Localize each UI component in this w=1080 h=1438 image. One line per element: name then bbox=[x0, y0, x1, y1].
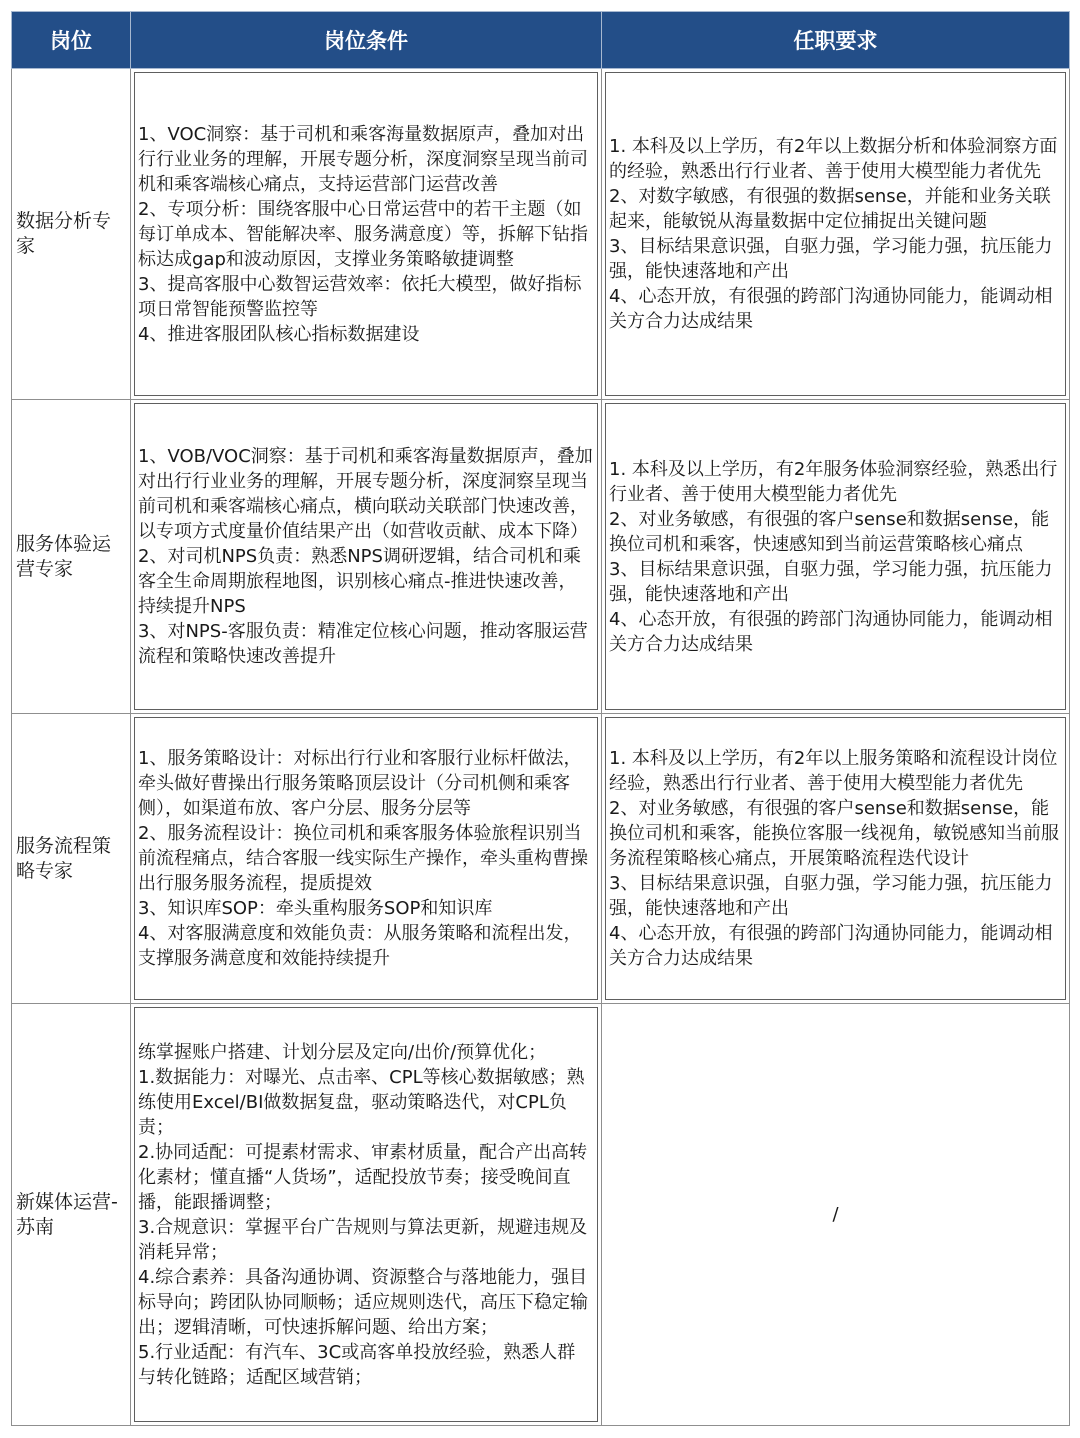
requirement-item: 1. 本科及以上学历，有2年服务体验洞察经验，熟悉出行行业者、善于使用大模型能力者优先 bbox=[609, 458, 1058, 505]
condition-item: 2.协同适配：可提素材需求、审素材质量，配合产出高转化素材；懂直播“人货场”，适配投放节奏；接受晚间直播，能跟播调整； bbox=[138, 1141, 588, 1213]
conditions-box bbox=[134, 72, 598, 396]
requirements-cell bbox=[602, 69, 1070, 400]
requirements-cell-empty: / bbox=[602, 1004, 1070, 1426]
conditions-box bbox=[134, 717, 598, 1000]
conditions-cell bbox=[131, 1004, 602, 1426]
header-row bbox=[12, 12, 1070, 69]
requirement-item: 1. 本科及以上学历，有2年以上服务策略和流程设计岗位经验，熟悉出行行业者、善于使用大模型能力者优先 bbox=[609, 748, 1058, 794]
requirement-item: 3、目标结果意识强，自驱力强，学习能力强，抗压能力强，能快速落地和产出 bbox=[609, 873, 1053, 919]
condition-item: 3.合规意识：掌握平台广告规则与算法更新，规避违规及消耗异常； bbox=[138, 1216, 588, 1263]
condition-item: 4.综合素养：具备沟通协调、资源整合与落地能力，强目标导向；跨团队协同顺畅；适应规则迭代，高压下稳定输出；逻辑清晰，可快速拆解问题、给出方案； bbox=[138, 1266, 588, 1338]
condition-item: 2、专项分析：围绕客服中心日常运营中的若干主题（如每订单成本、智能解决率、服务满意度）等，拆解下钻指标达成gap和波动原因，支撑业务策略敏捷调整 bbox=[138, 198, 588, 270]
requirements-cell bbox=[602, 714, 1070, 1004]
requirement-item: 2、对数字敏感，有很强的数据sense，并能和业务关联起来，能敏锐从海量数据中定位捕捉出关键问题 bbox=[609, 186, 1051, 232]
conditions-cell bbox=[131, 69, 602, 400]
requirement-item: 3、目标结果意识强，自驱力强，学习能力强，抗压能力强，能快速落地和产出 bbox=[609, 236, 1053, 282]
condition-item: 1、VOB/VOC洞察：基于司机和乘客海量数据原声，叠加对出行行业业务的理解，开展专题分析，深度洞察呈现当前司机和乘客端核心痛点，横向联动关联部门快速改善，以专项方式度量价值结果产出（如营收贡献、成本下降） bbox=[138, 446, 593, 542]
condition-item: 5.行业适配：有汽车、3C或高客单投放经验，熟悉人群与转化链路；适配区域营销； bbox=[138, 1341, 576, 1388]
table-row bbox=[12, 1004, 1070, 1426]
role-cell: 新媒体运营-苏南 bbox=[12, 1004, 131, 1426]
table-row bbox=[12, 69, 1070, 400]
requirement-item: 4、心态开放，有很强的跨部门沟通协同能力，能调动相关方合力达成结果 bbox=[609, 923, 1053, 969]
condition-item: 4、对客服满意度和效能负责：从服务策略和流程出发，支撑服务满意度和效能持续提升 bbox=[138, 923, 582, 969]
requirement-item: 2、对业务敏感，有很强的客户sense和数据sense，能换位司机和乘客，快速感知到当前运营策略核心痛点 bbox=[609, 508, 1050, 555]
table-row bbox=[12, 400, 1070, 714]
job-table bbox=[11, 11, 1070, 1426]
condition-item: 2、服务流程设计：换位司机和乘客服务体验旅程识别当前流程痛点，结合客服一线实际生产操作，牵头重构曹操出行服务服务流程，提质提效 bbox=[138, 823, 588, 894]
condition-item: 3、提高客服中心数智运营效率：依托大模型，做好指标项日常智能预警监控等 bbox=[138, 273, 582, 320]
condition-item: 4、推进客服团队核心指标数据建设 bbox=[138, 323, 420, 345]
condition-item: 2、对司机NPS负责：熟悉NPS调研逻辑，结合司机和乘客全生命周期旅程地图，识别核心痛点-推进快速改善，持续提升NPS bbox=[138, 546, 581, 617]
requirements-box bbox=[605, 72, 1066, 396]
condition-item: 练掌握账户搭建、计划分层及定向/出价/预算优化； bbox=[138, 1041, 547, 1063]
table-row bbox=[12, 714, 1070, 1004]
requirements-cell bbox=[602, 400, 1070, 714]
requirements-box bbox=[605, 403, 1066, 710]
requirement-item: 2、对业务敏感，有很强的客户sense和数据sense，能换位司机和乘客，能换位客服一线视角，敏锐感知当前服务流程策略核心痛点，开展策略流程迭代设计 bbox=[609, 798, 1059, 869]
condition-item: 3、知识库SOP：牵头重构服务SOP和知识库 bbox=[138, 898, 493, 919]
condition-item: 1.数据能力：对曝光、点击率、CPL等核心数据敏感；熟练使用Excel/BI做数据复盘，驱动策略迭代，对CPL负责； bbox=[138, 1066, 585, 1138]
role-cell: 服务体验运营专家 bbox=[12, 400, 131, 714]
conditions-box bbox=[134, 1007, 598, 1422]
header-conditions: 岗位条件 bbox=[131, 12, 602, 69]
requirement-item: 4、心态开放，有很强的跨部门沟通协同能力，能调动相关方合力达成结果 bbox=[609, 286, 1053, 332]
role-cell: 数据分析专家 bbox=[12, 69, 131, 400]
role-cell: 服务流程策略专家 bbox=[12, 714, 131, 1004]
condition-item: 3、对NPS-客服负责：精准定位核心问题，推动客服运营流程和策略快速改善提升 bbox=[138, 621, 588, 667]
header-requirements: 任职要求 bbox=[602, 12, 1070, 69]
requirement-item: 1. 本科及以上学历，有2年以上数据分析和体验洞察方面的经验，熟悉出行行业者、善于使用大模型能力者优先 bbox=[609, 136, 1058, 182]
requirements-box bbox=[605, 717, 1066, 1000]
condition-item: 1、VOC洞察：基于司机和乘客海量数据原声，叠加对出行行业业务的理解，开展专题分析，深度洞察呈现当前司机和乘客端核心痛点，支持运营部门运营改善 bbox=[138, 123, 588, 195]
conditions-box bbox=[134, 403, 598, 710]
requirement-item: 3、目标结果意识强，自驱力强，学习能力强，抗压能力强，能快速落地和产出 bbox=[609, 558, 1053, 605]
condition-item: 1、服务策略设计：对标出行行业和客服行业标杆做法，牵头做好曹操出行服务策略顶层设计（分司机侧和乘客侧），如渠道布放、客户分层、服务分层等 bbox=[138, 748, 582, 819]
conditions-cell bbox=[131, 714, 602, 1004]
requirement-item: 4、心态开放，有很强的跨部门沟通协同能力，能调动相关方合力达成结果 bbox=[609, 608, 1053, 655]
conditions-cell bbox=[131, 400, 602, 714]
header-position: 岗位 bbox=[12, 12, 131, 69]
